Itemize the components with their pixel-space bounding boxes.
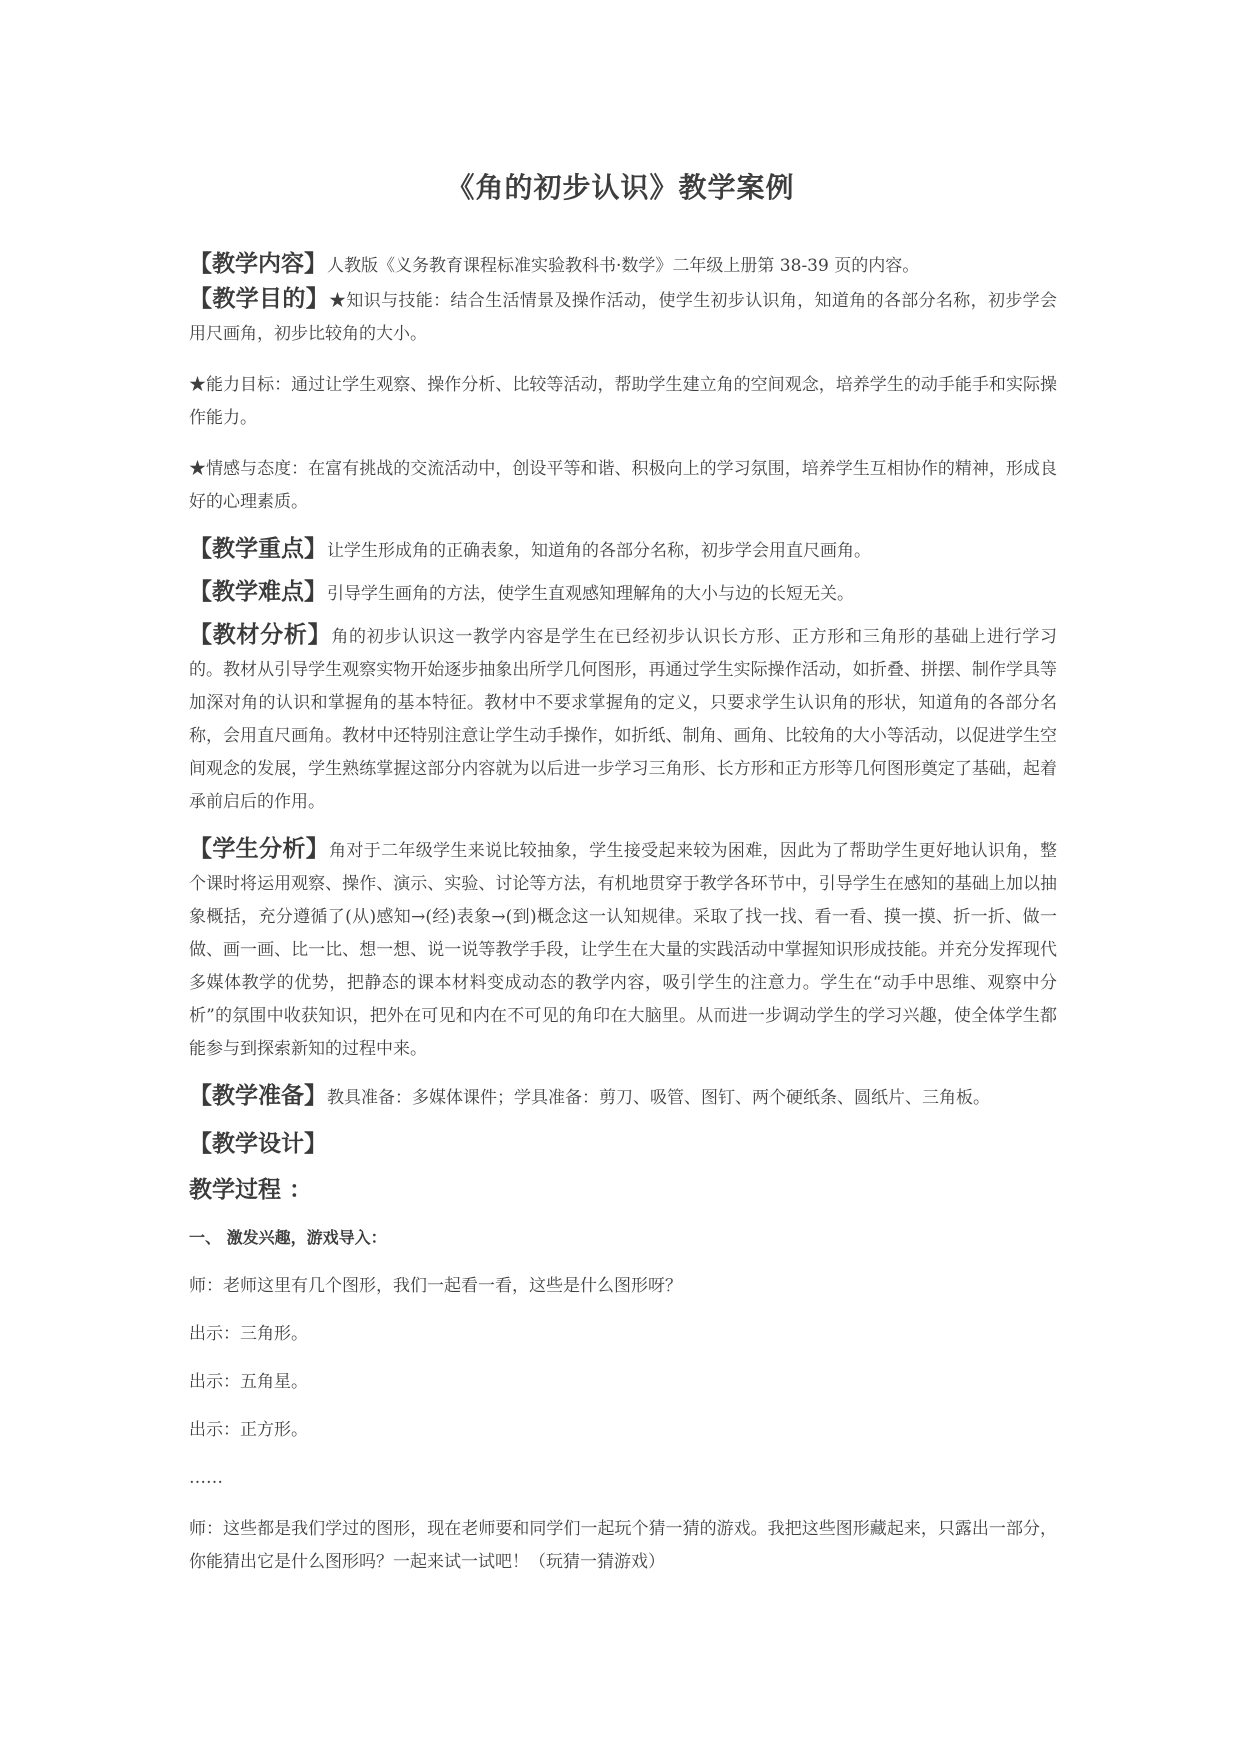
teaching-design-heading: 【教学设计】 (189, 1131, 327, 1157)
key-point-text: 让学生形成角的正确表象，知道角的各部分名称，初步学会用直尺画角。 (327, 541, 871, 561)
document-body (189, 248, 1057, 1579)
key-point-paragraph (189, 533, 1057, 568)
ellipsis-line: …… (189, 1468, 223, 1488)
dialog-line: 出示：正方形。 (189, 1420, 308, 1440)
teaching-content-heading: 【教学内容】 (189, 251, 327, 277)
preparation-heading: 【教学准备】 (189, 1083, 327, 1109)
material-analysis-text: 角的初步认识这一教学内容是学生在已经初步认识长方形、正方形和三角形的基础上进行学习的。教材从引导学生观察实物开始逐步抽象出所学几何图形，再通过学生实际操作活动，如折叠、拼摆、制作学具等加深对角的认识和掌握角的基本特征。教材中不要求掌握角的定义，只要求学生认识角的形状，知道角的各部分名称，会用直尺画角。教材中还特别注意让学生动手操作，如折纸、制角、画角、比较角的大小等活动，以促进学生空间观念的发展，学生熟练掌握这部分内容就为以后进一步学习三角形、长方形和正方形等几何图形奠定了基础，起着承前启后的作用。 (189, 627, 1058, 812)
dialog-line: 出示：五角星。 (189, 1372, 308, 1392)
teaching-goal-paragraph (189, 283, 1057, 351)
dialog-paragraph: 师：这些都是我们学过的图形，现在老师要和同学们一起玩个猜一猜的游戏。我把这些图形藏起来，只露出一部分，你能猜出它是什么图形吗？一起来试一试吧！（玩猜一猜游戏） (189, 1519, 1057, 1572)
key-point-heading: 【教学重点】 (189, 536, 327, 562)
student-analysis-heading: 【学生分析】 (189, 836, 330, 862)
document-title: 《角的初步认识》教学案例 (446, 171, 795, 204)
teaching-goal-text: ★知识与技能：结合生活情景及操作活动，使学生初步认识角，知道角的各部分名称，初步学会用尺画角，初步比较角的大小。 (189, 291, 1058, 344)
material-analysis-paragraph (189, 619, 1057, 819)
teaching-process-heading: 教学过程 ： (189, 1177, 313, 1203)
material-analysis-heading: 【教材分析】 (189, 622, 332, 648)
student-analysis-paragraph (189, 833, 1057, 1066)
preparation-paragraph (189, 1080, 1057, 1115)
teaching-content-text: 人教版《义务教育课程标准实验教科书·数学》二年级上册第 38-39 页的内容。 (327, 256, 920, 276)
difficulty-paragraph (189, 576, 1057, 611)
step-one-heading: 一、 激发兴趣，游戏导入： (189, 1228, 387, 1247)
emotion-goal-paragraph: ★情感与态度：在富有挑战的交流活动中，创设平等和谐、积极向上的学习氛围，培养学生互相协作的精神，形成良好的心理素质。 (189, 459, 1057, 512)
teaching-content-paragraph (189, 248, 1057, 283)
preparation-text: 教具准备：多媒体课件；学具准备：剪刀、吸管、图钉、两个硬纸条、圆纸片、三角板。 (327, 1088, 990, 1108)
ability-goal-paragraph: ★能力目标：通过让学生观察、操作分析、比较等活动，帮助学生建立角的空间观念，培养学生的动手能手和实际操作能力。 (189, 375, 1057, 428)
teaching-goal-heading: 【教学目的】 (189, 286, 330, 312)
difficulty-text: 引导学生画角的方法，使学生直观感知理解角的大小与边的长短无关。 (327, 584, 854, 604)
dialog-line: 师：老师这里有几个图形，我们一起看一看，这些是什么图形呀？ (189, 1276, 682, 1296)
student-analysis-text: 角对于二年级学生来说比较抽象，学生接受起来较为困难，因此为了帮助学生更好地认识角，整个课时将运用观察、操作、演示、实验、讨论等方法，有机地贯穿于教学各环节中，引导学生在感知的基础上加以抽象概括，充分遵循了(从)感知→(经)表象→(到)概念这一认知规律。采取了找一找、看一看、摸一摸、折一折、做一做、画一画、比一比、想一想、说一说等教学手段，让学生在大量的实践活动中掌握知识形成技能。并充分发挥现代多媒体教学的优势，把静态的课本材料变成动态的教学内容，吸引学生的注意力。学生在“动手中思维、观察中分析”的氛围中收获知识，把外在可见和内在不可见的角印在大脑里。从而进一步调动学生的学习兴趣，使全体学生都能参与到探索新知的过程中来。 (189, 841, 1058, 1059)
dialog-line: 出示：三角形。 (189, 1324, 308, 1344)
difficulty-heading: 【教学难点】 (189, 579, 327, 605)
